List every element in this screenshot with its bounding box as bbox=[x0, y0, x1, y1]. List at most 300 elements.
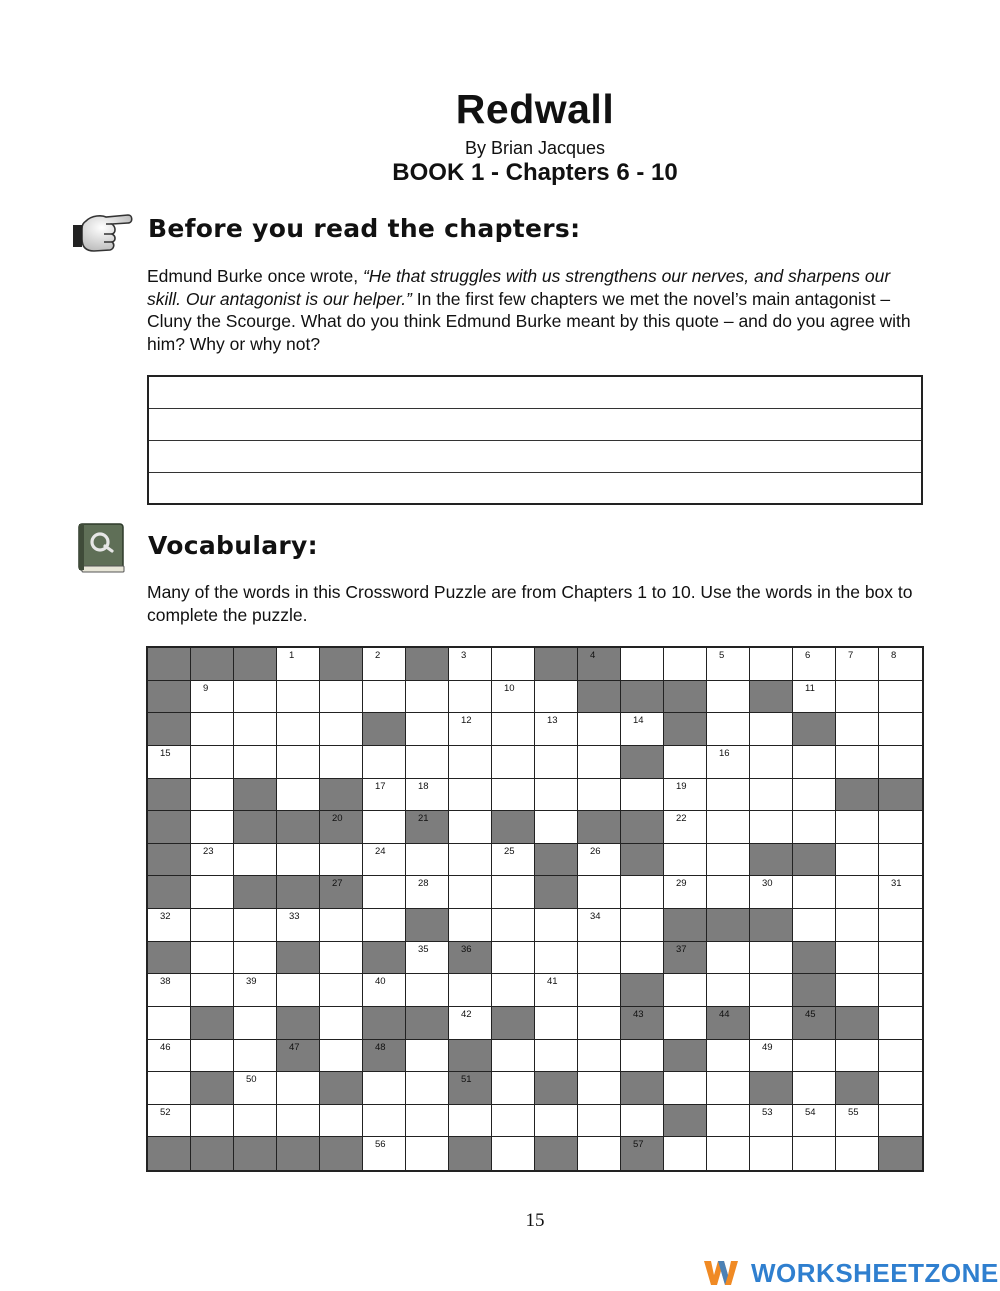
crossword-block bbox=[234, 648, 277, 681]
crossword-cell[interactable] bbox=[535, 681, 578, 714]
clue-number: 14 bbox=[633, 715, 644, 727]
crossword-cell[interactable] bbox=[578, 1137, 621, 1170]
crossword-block bbox=[363, 942, 406, 975]
clue-number: 3 bbox=[461, 650, 467, 661]
crossword-block bbox=[234, 876, 277, 909]
crossword-block bbox=[621, 1137, 664, 1170]
crossword-cell[interactable] bbox=[879, 1072, 922, 1105]
crossword-cell[interactable] bbox=[363, 1137, 406, 1170]
crossword-cell[interactable] bbox=[707, 681, 750, 714]
crossword-cell[interactable] bbox=[836, 1137, 879, 1170]
crossword-cell[interactable] bbox=[879, 974, 922, 1007]
crossword-block bbox=[148, 1137, 191, 1170]
crossword-cell[interactable] bbox=[449, 746, 492, 779]
crossword-block bbox=[793, 942, 836, 975]
crossword-block bbox=[707, 1007, 750, 1040]
crossword-cell[interactable] bbox=[750, 779, 793, 812]
crossword-cell[interactable] bbox=[664, 648, 707, 681]
crossword-cell[interactable] bbox=[449, 974, 492, 1007]
crossword-cell[interactable] bbox=[234, 746, 277, 779]
crossword-cell[interactable] bbox=[492, 844, 535, 877]
crossword-cell[interactable] bbox=[750, 876, 793, 909]
crossword-cell[interactable] bbox=[449, 713, 492, 746]
clue-number: 32 bbox=[160, 911, 171, 922]
clue-number: 12 bbox=[461, 715, 472, 727]
crossword-cell[interactable] bbox=[621, 942, 664, 975]
crossword-cell[interactable] bbox=[793, 876, 836, 909]
crossword-cell[interactable] bbox=[191, 681, 234, 714]
crossword-cell[interactable] bbox=[148, 1040, 191, 1073]
burke-quote: “He that struggles with us strengthens our nerves, and sharpens our skill. Our antagonist is our helper.” bbox=[147, 266, 891, 309]
clue-number: 57 bbox=[633, 1139, 644, 1151]
crossword-cell[interactable] bbox=[406, 844, 449, 877]
crossword-cell[interactable] bbox=[836, 681, 879, 714]
crossword-cell[interactable] bbox=[148, 974, 191, 1007]
vocabulary-instructions: Many of the words in this Crossword Puzzle are from Chapters 1 to 10. Use the words in the box to complete the puzzle. bbox=[147, 582, 913, 625]
crossword-cell[interactable] bbox=[191, 876, 234, 909]
crossword-cell[interactable] bbox=[492, 909, 535, 942]
crossword-cell[interactable] bbox=[793, 811, 836, 844]
crossword-cell[interactable] bbox=[277, 713, 320, 746]
crossword-block bbox=[664, 681, 707, 714]
crossword-cell[interactable] bbox=[750, 1137, 793, 1170]
crossword-cell[interactable] bbox=[578, 1040, 621, 1073]
crossword-cell[interactable] bbox=[664, 1072, 707, 1105]
crossword-cell[interactable] bbox=[879, 811, 922, 844]
crossword-cell[interactable] bbox=[535, 1040, 578, 1073]
crossword-block bbox=[148, 713, 191, 746]
crossword-cell[interactable] bbox=[363, 844, 406, 877]
crossword-cell[interactable] bbox=[750, 974, 793, 1007]
crossword-cell[interactable] bbox=[793, 1072, 836, 1105]
clue-number: 40 bbox=[375, 976, 386, 988]
crossword-cell[interactable] bbox=[277, 681, 320, 714]
crossword-block bbox=[879, 779, 922, 812]
crossword-cell[interactable] bbox=[492, 779, 535, 812]
crossword-cell[interactable] bbox=[492, 1105, 535, 1138]
crossword-cell[interactable] bbox=[449, 648, 492, 681]
crossword-cell[interactable] bbox=[707, 1040, 750, 1073]
crossword-cell[interactable] bbox=[707, 1137, 750, 1170]
crossword-cell[interactable] bbox=[406, 779, 449, 812]
crossword-block bbox=[277, 1007, 320, 1040]
crossword-block bbox=[449, 1040, 492, 1073]
crossword-block bbox=[836, 779, 879, 812]
crossword-block bbox=[191, 1007, 234, 1040]
clue-number: 43 bbox=[633, 1008, 644, 1020]
book-icon bbox=[74, 520, 130, 576]
clue-number: 21 bbox=[418, 813, 429, 825]
clue-number: 27 bbox=[332, 878, 343, 890]
crossword-block bbox=[148, 779, 191, 812]
crossword-cell[interactable] bbox=[836, 876, 879, 909]
crossword-cell[interactable] bbox=[492, 942, 535, 975]
crossword-cell[interactable] bbox=[234, 681, 277, 714]
crossword-cell[interactable] bbox=[191, 746, 234, 779]
crossword-cell[interactable] bbox=[492, 713, 535, 746]
clue-number: 34 bbox=[590, 911, 601, 922]
crossword-cell[interactable] bbox=[148, 909, 191, 942]
crossword-cell[interactable] bbox=[320, 844, 363, 877]
crossword-cell[interactable] bbox=[492, 1040, 535, 1073]
crossword-cell[interactable] bbox=[277, 974, 320, 1007]
crossword-cell[interactable] bbox=[836, 648, 879, 681]
crossword-cell[interactable] bbox=[449, 909, 492, 942]
crossword-cell[interactable] bbox=[234, 1072, 277, 1105]
crossword-cell[interactable] bbox=[406, 1105, 449, 1138]
vocabulary-heading: Vocabulary: bbox=[148, 531, 318, 560]
crossword-cell[interactable] bbox=[449, 779, 492, 812]
clue-number: 37 bbox=[676, 943, 687, 955]
crossword-block bbox=[535, 648, 578, 681]
clue-number: 45 bbox=[805, 1008, 816, 1020]
crossword-cell[interactable] bbox=[363, 746, 406, 779]
crossword-block bbox=[664, 1105, 707, 1138]
crossword-cell[interactable] bbox=[879, 876, 922, 909]
crossword-block bbox=[320, 779, 363, 812]
crossword-cell[interactable] bbox=[191, 844, 234, 877]
crossword-cell[interactable] bbox=[836, 746, 879, 779]
crossword-cell[interactable] bbox=[492, 1072, 535, 1105]
crossword-cell[interactable] bbox=[363, 1105, 406, 1138]
clue-number: 9 bbox=[203, 682, 209, 694]
crossword-cell[interactable] bbox=[664, 974, 707, 1007]
crossword-block bbox=[578, 648, 621, 681]
crossword-cell[interactable] bbox=[836, 713, 879, 746]
crossword-cell[interactable] bbox=[836, 1105, 879, 1138]
crossword-cell[interactable] bbox=[449, 811, 492, 844]
crossword-cell[interactable] bbox=[836, 844, 879, 877]
crossword-cell[interactable] bbox=[363, 648, 406, 681]
crossword-block bbox=[406, 648, 449, 681]
crossword-cell[interactable] bbox=[191, 974, 234, 1007]
crossword-cell[interactable] bbox=[191, 811, 234, 844]
crossword-cell[interactable] bbox=[578, 844, 621, 877]
pointing-hand-icon bbox=[72, 203, 134, 257]
crossword-cell[interactable] bbox=[234, 974, 277, 1007]
book-chapters-line: BOOK 1 - Chapters 6 - 10 bbox=[392, 159, 678, 186]
crossword-cell[interactable] bbox=[406, 713, 449, 746]
crossword-cell[interactable] bbox=[234, 713, 277, 746]
clue-number: 44 bbox=[719, 1008, 730, 1020]
crossword-cell[interactable] bbox=[793, 1105, 836, 1138]
answer-line bbox=[149, 408, 921, 409]
crossword-cell[interactable] bbox=[492, 876, 535, 909]
clue-number: 54 bbox=[805, 1106, 816, 1118]
crossword-cell[interactable] bbox=[836, 811, 879, 844]
crossword-cell[interactable] bbox=[707, 648, 750, 681]
crossword-cell[interactable] bbox=[277, 1072, 320, 1105]
crossword-cell[interactable] bbox=[191, 713, 234, 746]
crossword-cell[interactable] bbox=[793, 1040, 836, 1073]
crossword-cell[interactable] bbox=[578, 876, 621, 909]
crossword-cell[interactable] bbox=[578, 713, 621, 746]
crossword-cell[interactable] bbox=[578, 1007, 621, 1040]
crossword-cell[interactable] bbox=[535, 942, 578, 975]
crossword-cell[interactable] bbox=[535, 909, 578, 942]
crossword-cell[interactable] bbox=[879, 844, 922, 877]
crossword-block bbox=[363, 1040, 406, 1073]
crossword-cell[interactable] bbox=[449, 844, 492, 877]
crossword-cell[interactable] bbox=[750, 713, 793, 746]
crossword-cell[interactable] bbox=[879, 746, 922, 779]
crossword-block bbox=[363, 713, 406, 746]
crossword-cell[interactable] bbox=[191, 942, 234, 975]
crossword-cell[interactable] bbox=[793, 1137, 836, 1170]
crossword-cell[interactable] bbox=[191, 1040, 234, 1073]
crossword-cell[interactable] bbox=[406, 746, 449, 779]
crossword-cell[interactable] bbox=[879, 681, 922, 714]
crossword-cell[interactable] bbox=[406, 681, 449, 714]
crossword-block bbox=[148, 811, 191, 844]
crossword-block bbox=[750, 844, 793, 877]
crossword-cell[interactable] bbox=[406, 974, 449, 1007]
crossword-block bbox=[621, 681, 664, 714]
crossword-block bbox=[664, 713, 707, 746]
crossword-cell[interactable] bbox=[879, 713, 922, 746]
crossword-block bbox=[277, 876, 320, 909]
crossword-block bbox=[621, 974, 664, 1007]
clue-number: 41 bbox=[547, 976, 558, 988]
crossword-cell[interactable] bbox=[750, 746, 793, 779]
crossword-cell[interactable] bbox=[320, 746, 363, 779]
crossword-cell[interactable] bbox=[234, 1040, 277, 1073]
crossword-cell[interactable] bbox=[535, 811, 578, 844]
crossword-cell[interactable] bbox=[449, 1007, 492, 1040]
crossword-cell[interactable] bbox=[664, 844, 707, 877]
crossword-cell[interactable] bbox=[406, 1040, 449, 1073]
crossword-cell[interactable] bbox=[406, 942, 449, 975]
crossword-cell[interactable] bbox=[320, 909, 363, 942]
crossword-block bbox=[148, 681, 191, 714]
crossword-cell[interactable] bbox=[277, 844, 320, 877]
clue-number: 23 bbox=[203, 845, 214, 857]
crossword-cell[interactable] bbox=[621, 1105, 664, 1138]
crossword-cell[interactable] bbox=[621, 876, 664, 909]
author-line: By Brian Jacques bbox=[464, 138, 606, 158]
crossword-cell[interactable] bbox=[621, 1040, 664, 1073]
crossword-cell[interactable] bbox=[707, 811, 750, 844]
crossword-cell[interactable] bbox=[664, 1137, 707, 1170]
crossword-cell[interactable] bbox=[578, 1072, 621, 1105]
crossword-cell[interactable] bbox=[879, 909, 922, 942]
clue-number: 11 bbox=[805, 682, 815, 694]
clue-number: 16 bbox=[719, 747, 730, 759]
clue-number: 30 bbox=[762, 878, 773, 890]
crossword-block bbox=[578, 681, 621, 714]
crossword-cell[interactable] bbox=[578, 942, 621, 975]
crossword-cell[interactable] bbox=[320, 713, 363, 746]
crossword-cell[interactable] bbox=[363, 811, 406, 844]
crossword-cell[interactable] bbox=[879, 1007, 922, 1040]
crossword-cell[interactable] bbox=[750, 648, 793, 681]
crossword-block bbox=[750, 1072, 793, 1105]
crossword-block bbox=[277, 811, 320, 844]
crossword-cell[interactable] bbox=[707, 1105, 750, 1138]
crossword-cell[interactable] bbox=[621, 713, 664, 746]
crossword-cell[interactable] bbox=[148, 1072, 191, 1105]
crossword-cell[interactable] bbox=[535, 1105, 578, 1138]
clue-number: 42 bbox=[461, 1008, 472, 1020]
crossword-cell[interactable] bbox=[707, 746, 750, 779]
crossword-cell[interactable] bbox=[836, 909, 879, 942]
crossword-cell[interactable] bbox=[793, 681, 836, 714]
crossword-cell[interactable] bbox=[793, 746, 836, 779]
crossword-cell[interactable] bbox=[578, 974, 621, 1007]
crossword-cell[interactable] bbox=[578, 909, 621, 942]
crossword-block bbox=[492, 1007, 535, 1040]
crossword-cell[interactable] bbox=[492, 746, 535, 779]
crossword-cell[interactable] bbox=[320, 942, 363, 975]
crossword-cell[interactable] bbox=[793, 909, 836, 942]
clue-number: 28 bbox=[418, 878, 429, 890]
crossword-cell[interactable] bbox=[234, 1007, 277, 1040]
crossword-cell[interactable] bbox=[277, 779, 320, 812]
crossword-cell[interactable] bbox=[234, 1105, 277, 1138]
crossword-cell[interactable] bbox=[406, 876, 449, 909]
crossword-cell[interactable] bbox=[793, 779, 836, 812]
crossword-cell[interactable] bbox=[320, 681, 363, 714]
crossword-cell[interactable] bbox=[578, 1105, 621, 1138]
crossword-cell[interactable] bbox=[664, 1007, 707, 1040]
crossword-cell[interactable] bbox=[664, 779, 707, 812]
crossword-cell[interactable] bbox=[492, 1137, 535, 1170]
crossword-block bbox=[836, 1072, 879, 1105]
crossword-block bbox=[277, 1137, 320, 1170]
crossword-cell[interactable] bbox=[277, 909, 320, 942]
crossword-cell[interactable] bbox=[277, 648, 320, 681]
crossword-cell[interactable] bbox=[277, 1105, 320, 1138]
crossword-cell[interactable] bbox=[492, 648, 535, 681]
clue-number: 46 bbox=[160, 1041, 171, 1053]
clue-number: 22 bbox=[676, 813, 687, 825]
crossword-cell[interactable] bbox=[320, 974, 363, 1007]
crossword-cell[interactable] bbox=[449, 876, 492, 909]
crossword-cell[interactable] bbox=[707, 779, 750, 812]
crossword-cell[interactable] bbox=[234, 909, 277, 942]
clue-number: 26 bbox=[590, 845, 601, 857]
clue-number: 20 bbox=[332, 813, 343, 825]
crossword-cell[interactable] bbox=[621, 909, 664, 942]
crossword-cell[interactable] bbox=[363, 681, 406, 714]
crossword-cell[interactable] bbox=[406, 1137, 449, 1170]
crossword-cell[interactable] bbox=[707, 844, 750, 877]
crossword-block bbox=[664, 909, 707, 942]
crossword-cell[interactable] bbox=[578, 779, 621, 812]
crossword-cell[interactable] bbox=[406, 1072, 449, 1105]
crossword-cell[interactable] bbox=[535, 974, 578, 1007]
crossword-cell[interactable] bbox=[277, 746, 320, 779]
crossword-cell[interactable] bbox=[707, 974, 750, 1007]
crossword-cell[interactable] bbox=[492, 681, 535, 714]
crossword-cell[interactable] bbox=[707, 713, 750, 746]
crossword-block bbox=[750, 681, 793, 714]
crossword-cell[interactable] bbox=[836, 1040, 879, 1073]
crossword-cell[interactable] bbox=[578, 746, 621, 779]
crossword-cell[interactable] bbox=[750, 1105, 793, 1138]
crossword-cell[interactable] bbox=[234, 942, 277, 975]
clue-number: 13 bbox=[547, 715, 558, 727]
crossword-cell[interactable] bbox=[750, 942, 793, 975]
clue-number: 6 bbox=[805, 650, 811, 661]
crossword-cell[interactable] bbox=[879, 942, 922, 975]
crossword-cell[interactable] bbox=[363, 974, 406, 1007]
answer-line bbox=[149, 440, 921, 441]
answer-line bbox=[149, 472, 921, 473]
crossword-block bbox=[449, 1137, 492, 1170]
crossword-cell[interactable] bbox=[320, 1040, 363, 1073]
crossword-grid[interactable] bbox=[146, 646, 924, 1172]
crossword-cell[interactable] bbox=[363, 876, 406, 909]
crossword-cell[interactable] bbox=[363, 1072, 406, 1105]
crossword-block bbox=[234, 1137, 277, 1170]
crossword-cell[interactable] bbox=[148, 1105, 191, 1138]
crossword-block bbox=[535, 876, 578, 909]
crossword-cell[interactable] bbox=[535, 1007, 578, 1040]
clue-number: 50 bbox=[246, 1074, 257, 1086]
clue-number: 4 bbox=[590, 650, 596, 661]
crossword-cell[interactable] bbox=[750, 1007, 793, 1040]
clue-number: 17 bbox=[375, 780, 386, 792]
crossword-cell[interactable] bbox=[707, 1072, 750, 1105]
crossword-cell[interactable] bbox=[363, 909, 406, 942]
crossword-block bbox=[621, 1072, 664, 1105]
clue-number: 51 bbox=[461, 1074, 472, 1086]
crossword-cell[interactable] bbox=[621, 648, 664, 681]
clue-number: 47 bbox=[289, 1041, 300, 1053]
crossword-cell[interactable] bbox=[320, 1105, 363, 1138]
crossword-cell[interactable] bbox=[621, 779, 664, 812]
clue-number: 29 bbox=[676, 878, 687, 890]
crossword-cell[interactable] bbox=[535, 746, 578, 779]
crossword-cell[interactable] bbox=[535, 779, 578, 812]
crossword-cell[interactable] bbox=[750, 811, 793, 844]
crossword-cell[interactable] bbox=[234, 844, 277, 877]
crossword-cell[interactable] bbox=[707, 876, 750, 909]
crossword-block bbox=[535, 1072, 578, 1105]
crossword-cell[interactable] bbox=[707, 942, 750, 975]
crossword-cell[interactable] bbox=[664, 811, 707, 844]
clue-number: 5 bbox=[719, 650, 725, 661]
crossword-cell[interactable] bbox=[879, 1040, 922, 1073]
crossword-cell[interactable] bbox=[492, 974, 535, 1007]
crossword-cell[interactable] bbox=[320, 1007, 363, 1040]
answer-box[interactable] bbox=[147, 375, 923, 505]
crossword-cell[interactable] bbox=[449, 1105, 492, 1138]
crossword-cell[interactable] bbox=[449, 681, 492, 714]
worksheetzone-logo bbox=[703, 1256, 1000, 1291]
crossword-cell[interactable] bbox=[879, 1105, 922, 1138]
before-reading-heading: Before you read the chapters: bbox=[148, 214, 581, 243]
crossword-cell[interactable] bbox=[191, 909, 234, 942]
crossword-cell[interactable] bbox=[148, 746, 191, 779]
crossword-cell[interactable] bbox=[664, 746, 707, 779]
crossword-cell[interactable] bbox=[750, 1040, 793, 1073]
crossword-cell[interactable] bbox=[879, 648, 922, 681]
crossword-cell[interactable] bbox=[191, 779, 234, 812]
crossword-cell[interactable] bbox=[836, 974, 879, 1007]
crossword-cell[interactable] bbox=[535, 713, 578, 746]
crossword-cell[interactable] bbox=[148, 1007, 191, 1040]
crossword-block bbox=[664, 942, 707, 975]
crossword-cell[interactable] bbox=[191, 1105, 234, 1138]
crossword-cell[interactable] bbox=[363, 779, 406, 812]
crossword-block bbox=[191, 1137, 234, 1170]
crossword-cell[interactable] bbox=[664, 876, 707, 909]
crossword-cell[interactable] bbox=[836, 942, 879, 975]
crossword-cell[interactable] bbox=[793, 648, 836, 681]
clue-number: 56 bbox=[375, 1139, 386, 1151]
